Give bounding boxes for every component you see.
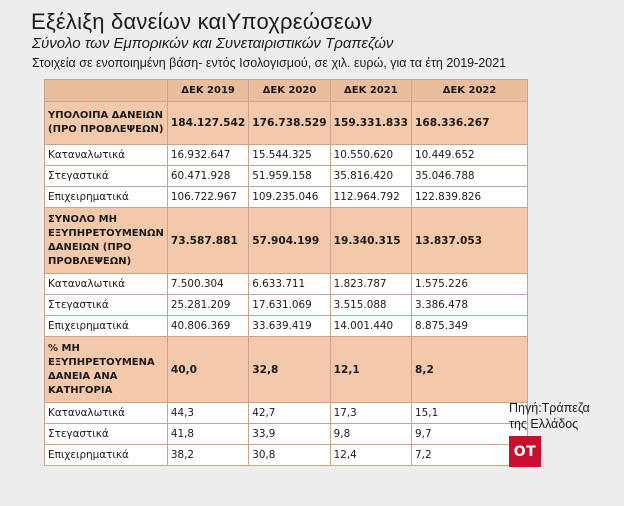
section-label: % ΜΗ ΕΞΥΠΗΡΕΤΟΥΜΕΝΑ ΔΑΝΕΙΑ ΑΝΑ ΚΑΤΗΓΟΡΙΑ (45, 337, 168, 403)
table-header-row (45, 80, 528, 102)
row-value: 3.386.478 (412, 295, 528, 316)
row-value: 9,8 (330, 424, 411, 445)
row-value: 17,3 (330, 403, 411, 424)
row-value: 12,4 (330, 445, 411, 466)
section-value: 184.127.542 (167, 102, 248, 145)
section-value: 176.738.529 (249, 102, 330, 145)
row-value: 51.959.158 (249, 166, 330, 187)
row-label: Επιχειρηματικά (45, 445, 168, 466)
row-value: 1.575.226 (412, 274, 528, 295)
table-row (45, 295, 528, 316)
table-row (45, 166, 528, 187)
row-value: 41,8 (167, 424, 248, 445)
table-row (45, 316, 528, 337)
section-row-npl-total (45, 208, 528, 274)
row-value: 7.500.304 (167, 274, 248, 295)
row-value: 33.639.419 (249, 316, 330, 337)
section-value: 13.837.053 (412, 208, 528, 274)
row-label: Επιχειρηματικά (45, 316, 168, 337)
section-value: 12,1 (330, 337, 411, 403)
header-cell-2019: ΔΕΚ 2019 (167, 80, 248, 102)
row-value: 106.722.967 (167, 187, 248, 208)
ot-logo: ΟΤ (509, 436, 541, 467)
row-value: 44,3 (167, 403, 248, 424)
row-label: Καταναλωτικά (45, 145, 168, 166)
section-value: 19.340.315 (330, 208, 411, 274)
row-value: 7,2 (412, 445, 528, 466)
units-note: Στοιχεία σε ενοποιημένη βάση- εντός Ισολογισμού, σε χιλ. ευρώ, για τα έτη 2019-2021 (32, 56, 507, 70)
row-value: 6.633.711 (249, 274, 330, 295)
section-value: 32,8 (249, 337, 330, 403)
section-value: 159.331.833 (330, 102, 411, 145)
table-row (45, 403, 528, 424)
row-value: 1.823.787 (330, 274, 411, 295)
table-row (45, 274, 528, 295)
section-row-total-loans (45, 102, 528, 145)
row-label: Καταναλωτικά (45, 274, 168, 295)
section-value: 40,0 (167, 337, 248, 403)
row-value: 40.806.369 (167, 316, 248, 337)
row-value: 15,1 (412, 403, 528, 424)
page-subtitle: Σύνολο των Εμπορικών και Συνεταιριστικών Τραπεζών (32, 35, 394, 52)
row-value: 14.001.440 (330, 316, 411, 337)
row-value: 10.550.620 (330, 145, 411, 166)
source-note: Πηγή:Τράπεζα της Ελλάδος (509, 401, 590, 431)
row-value: 112.964.792 (330, 187, 411, 208)
row-value: 16.932.647 (167, 145, 248, 166)
loans-table (44, 79, 528, 466)
row-value: 60.471.928 (167, 166, 248, 187)
row-label: Στεγαστικά (45, 166, 168, 187)
row-value: 30,8 (249, 445, 330, 466)
row-value: 8.875.349 (412, 316, 528, 337)
header-cell-blank (45, 80, 168, 102)
row-value: 122.839.826 (412, 187, 528, 208)
row-value: 10.449.652 (412, 145, 528, 166)
section-label: ΥΠΟΛΟΙΠΑ ΔΑΝΕΙΩΝ (ΠΡΟ ΠΡΟΒΛΕΨΕΩΝ) (45, 102, 168, 145)
table-row (45, 424, 528, 445)
row-value: 3.515.088 (330, 295, 411, 316)
page-title: Εξέλιξη δανείων καιΥποχρεώσεων (31, 9, 373, 34)
row-label: Στεγαστικά (45, 424, 168, 445)
section-label: ΣΥΝΟΛΟ ΜΗ ΕΞΥΠΗΡΕΤΟΥΜΕΝΩΝ ΔΑΝΕΙΩΝ (ΠΡΟ ΠΡΟΒΛΕΨΕΩΝ) (45, 208, 168, 274)
section-value: 57.904.199 (249, 208, 330, 274)
header-cell-2021: ΔΕΚ 2021 (330, 80, 411, 102)
row-value: 9,7 (412, 424, 528, 445)
row-value: 109.235.046 (249, 187, 330, 208)
header-cell-2020: ΔΕΚ 2020 (249, 80, 330, 102)
header-cell-2022: ΔΕΚ 2022 (412, 80, 528, 102)
section-row-npl-percent (45, 337, 528, 403)
section-value: 168.336.267 (412, 102, 528, 145)
row-value: 25.281.209 (167, 295, 248, 316)
section-value: 73.587.881 (167, 208, 248, 274)
row-value: 35.046.788 (412, 166, 528, 187)
row-label: Στεγαστικά (45, 295, 168, 316)
row-value: 17.631.069 (249, 295, 330, 316)
row-label: Επιχειρηματικά (45, 187, 168, 208)
row-value: 38,2 (167, 445, 248, 466)
section-value: 8,2 (412, 337, 528, 403)
row-label: Καταναλωτικά (45, 403, 168, 424)
table-row (45, 145, 528, 166)
row-value: 35.816.420 (330, 166, 411, 187)
table-row (45, 187, 528, 208)
table-row (45, 445, 528, 466)
row-value: 42,7 (249, 403, 330, 424)
row-value: 33,9 (249, 424, 330, 445)
row-value: 15.544.325 (249, 145, 330, 166)
